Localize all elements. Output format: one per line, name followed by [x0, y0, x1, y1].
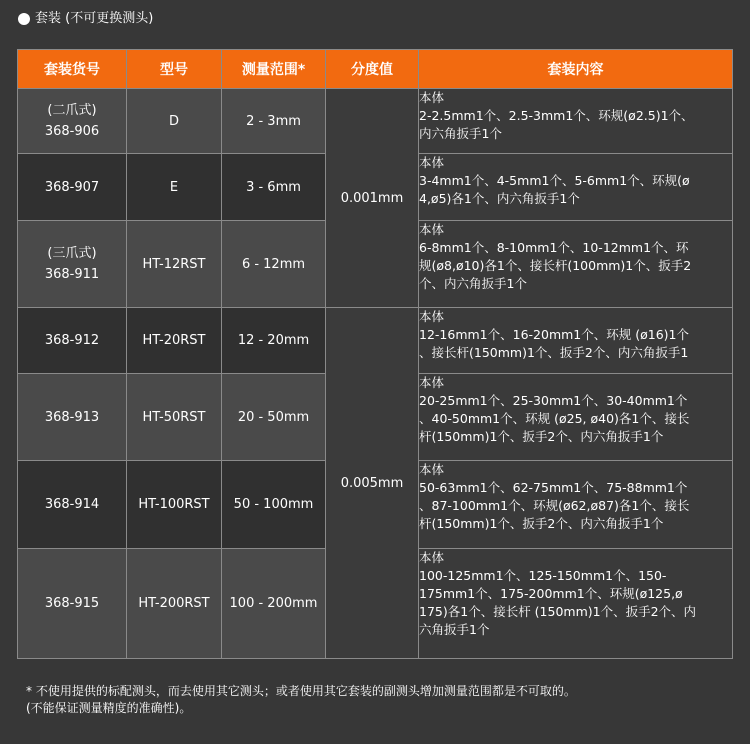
range-cell: 20 - 50mm [222, 374, 326, 461]
section-title [18, 10, 153, 28]
range-cell: 100 - 200mm [222, 549, 326, 659]
model-cell: HT-50RST [127, 374, 222, 461]
set-code-cell: 368-912 [18, 308, 127, 374]
model-cell: HT-12RST [127, 221, 222, 308]
set-code-cell: 368-913 [18, 374, 127, 461]
model-cell: HT-100RST [127, 461, 222, 549]
table-header-row [18, 50, 733, 89]
range-cell: 12 - 20mm [222, 308, 326, 374]
table-row [18, 308, 733, 374]
content-cell: 本体 100-125mm1个、125-150mm1个、150- 175mm1个、175-200mm1个、环规(ø125,ø 175)各1个、接长杆 (150mm)1个、扳手2个、内 六角扳手1个 [419, 549, 733, 659]
bullet-icon [18, 13, 30, 25]
division-cell: 0.005mm [326, 308, 419, 659]
header-set-code: 套装货号 [18, 50, 127, 89]
header-content: 套装内容 [419, 50, 733, 89]
content-cell: 本体 6-8mm1个、8-10mm1个、10-12mm1个、环 规(ø8,ø10)各1个、接长杆(100mm)1个、扳手2 个、内六角扳手1个 [419, 221, 733, 308]
model-cell: HT-20RST [127, 308, 222, 374]
header-range: 测量范围* [222, 50, 326, 89]
set-code-cell: 368-915 [18, 549, 127, 659]
model-cell: E [127, 154, 222, 221]
spec-table [17, 49, 733, 659]
content-cell: 本体 20-25mm1个、25-30mm1个、30-40mm1个 、40-50mm1个、环规 (ø25, ø40)各1个、接长 杆(150mm)1个、扳手2个、内六角扳手1个 [419, 374, 733, 461]
content-cell: 本体 3-4mm1个、4-5mm1个、5-6mm1个、环规(ø 4,ø5)各1个、内六角扳手1个 [419, 154, 733, 221]
model-cell: HT-200RST [127, 549, 222, 659]
footnote [26, 683, 576, 717]
division-cell: 0.001mm [326, 89, 419, 308]
content-cell: 本体 2-2.5mm1个、2.5-3mm1个、环规(ø2.5)1个、 内六角扳手1个 [419, 89, 733, 154]
set-code-cell: 368-907 [18, 154, 127, 221]
set-code-cell: 368-914 [18, 461, 127, 549]
set-code-cell: (三爪式) 368-911 [18, 221, 127, 308]
range-cell: 50 - 100mm [222, 461, 326, 549]
range-cell: 3 - 6mm [222, 154, 326, 221]
content-cell: 本体 12-16mm1个、16-20mm1个、环规 (ø16)1个 、接长杆(150mm)1个、扳手2个、内六角扳手1 [419, 308, 733, 374]
model-cell: D [127, 89, 222, 154]
header-division: 分度值 [326, 50, 419, 89]
set-code-cell: (二爪式) 368-906 [18, 89, 127, 154]
content-cell: 本体 50-63mm1个、62-75mm1个、75-88mm1个 、87-100mm1个、环规(ø62,ø87)各1个、接长 杆(150mm)1个、扳手2个、内六角扳手1个 [419, 461, 733, 549]
footnote-line: * 不使用提供的标配测头，而去使用其它测头；或者使用其它套装的副测头增加测量范围都是不可取的。 [26, 684, 576, 698]
table-row [18, 89, 733, 154]
range-cell: 6 - 12mm [222, 221, 326, 308]
section-title-text: 套装 (不可更换测头) [35, 11, 154, 26]
header-model: 型号 [127, 50, 222, 89]
range-cell: 2 - 3mm [222, 89, 326, 154]
footnote-line: (不能保证测量精度的准确性)。 [26, 701, 192, 715]
